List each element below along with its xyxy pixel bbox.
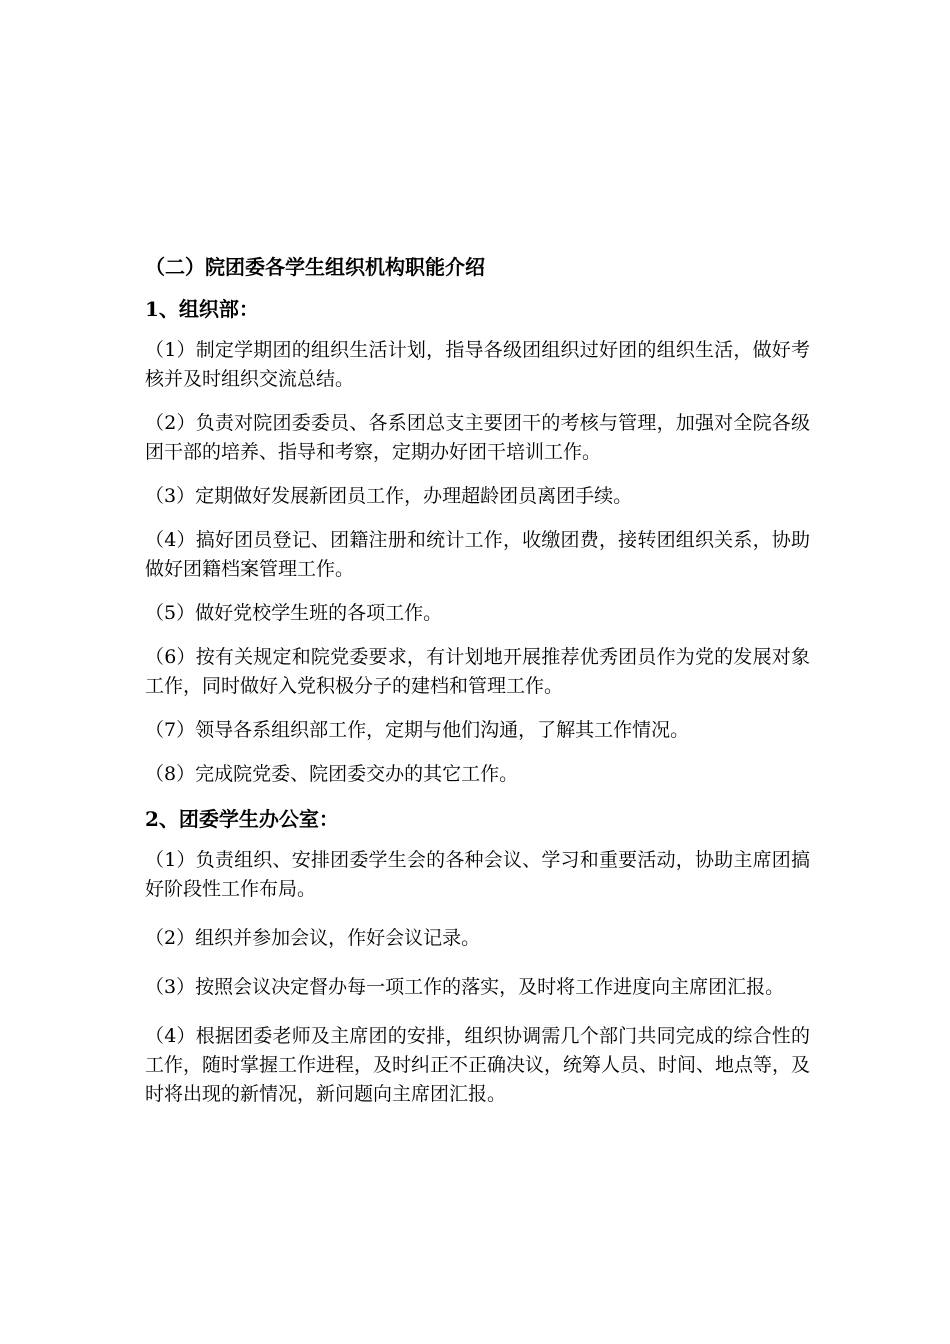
- duty-item: （5）做好党校学生班的各项工作。: [145, 602, 443, 624]
- department-title: 1、组织部：: [145, 297, 259, 321]
- duty-item: （3）按照会议决定督办每一项工作的落实，及时将工作进度向主席团汇报。: [145, 976, 785, 998]
- duty-item: （7）领导各系组织部工作，定期与他们沟通，了解其工作情况。: [145, 719, 690, 741]
- duty-item: （1）负责组织、安排团委学生会的各种会议、学习和重要活动，协助主席团搞好阶段性工作布局。: [145, 849, 810, 900]
- department-organization: [145, 294, 810, 789]
- document-body: [145, 252, 810, 1129]
- duty-item: （6）按有关规定和院党委要求，有计划地开展推荐优秀团员作为党的发展对象工作，同时做好入党积极分子的建档和管理工作。: [145, 646, 810, 697]
- duty-item: （2）组织并参加会议，作好会议记录。: [145, 927, 481, 949]
- duty-item: （4）搞好团员登记、团籍注册和统计工作，收缴团费，接转团组织关系，协助做好团籍档案管理工作。: [145, 529, 810, 580]
- section-title: （二）院团委各学生组织机构职能介绍: [145, 255, 485, 279]
- duty-item: （2）负责对院团委委员、各系团总支主要团干的考核与管理，加强对全院各级团干部的培养、指导和考察，定期办好团干培训工作。: [145, 412, 810, 463]
- duty-item: （4）根据团委老师及主席团的安排，组织协调需几个部门共同完成的综合性的工作，随时掌握工作进程，及时纠正不正确决议，统筹人员、时间、地点等，及时将出现的新情况，新问题向主席团汇报。: [145, 1025, 811, 1105]
- duty-item: （3）定期做好发展新团员工作，办理超龄团员离团手续。: [145, 485, 633, 507]
- department-title: 2、团委学生办公室：: [145, 807, 339, 831]
- department-office: [145, 804, 810, 1109]
- duty-item: （1）制定学期团的组织生活计划，指导各级团组织过好团的组织生活，做好考核并及时组织交流总结。: [145, 339, 810, 390]
- duty-item: （8）完成院党委、院团委交办的其它工作。: [145, 763, 519, 785]
